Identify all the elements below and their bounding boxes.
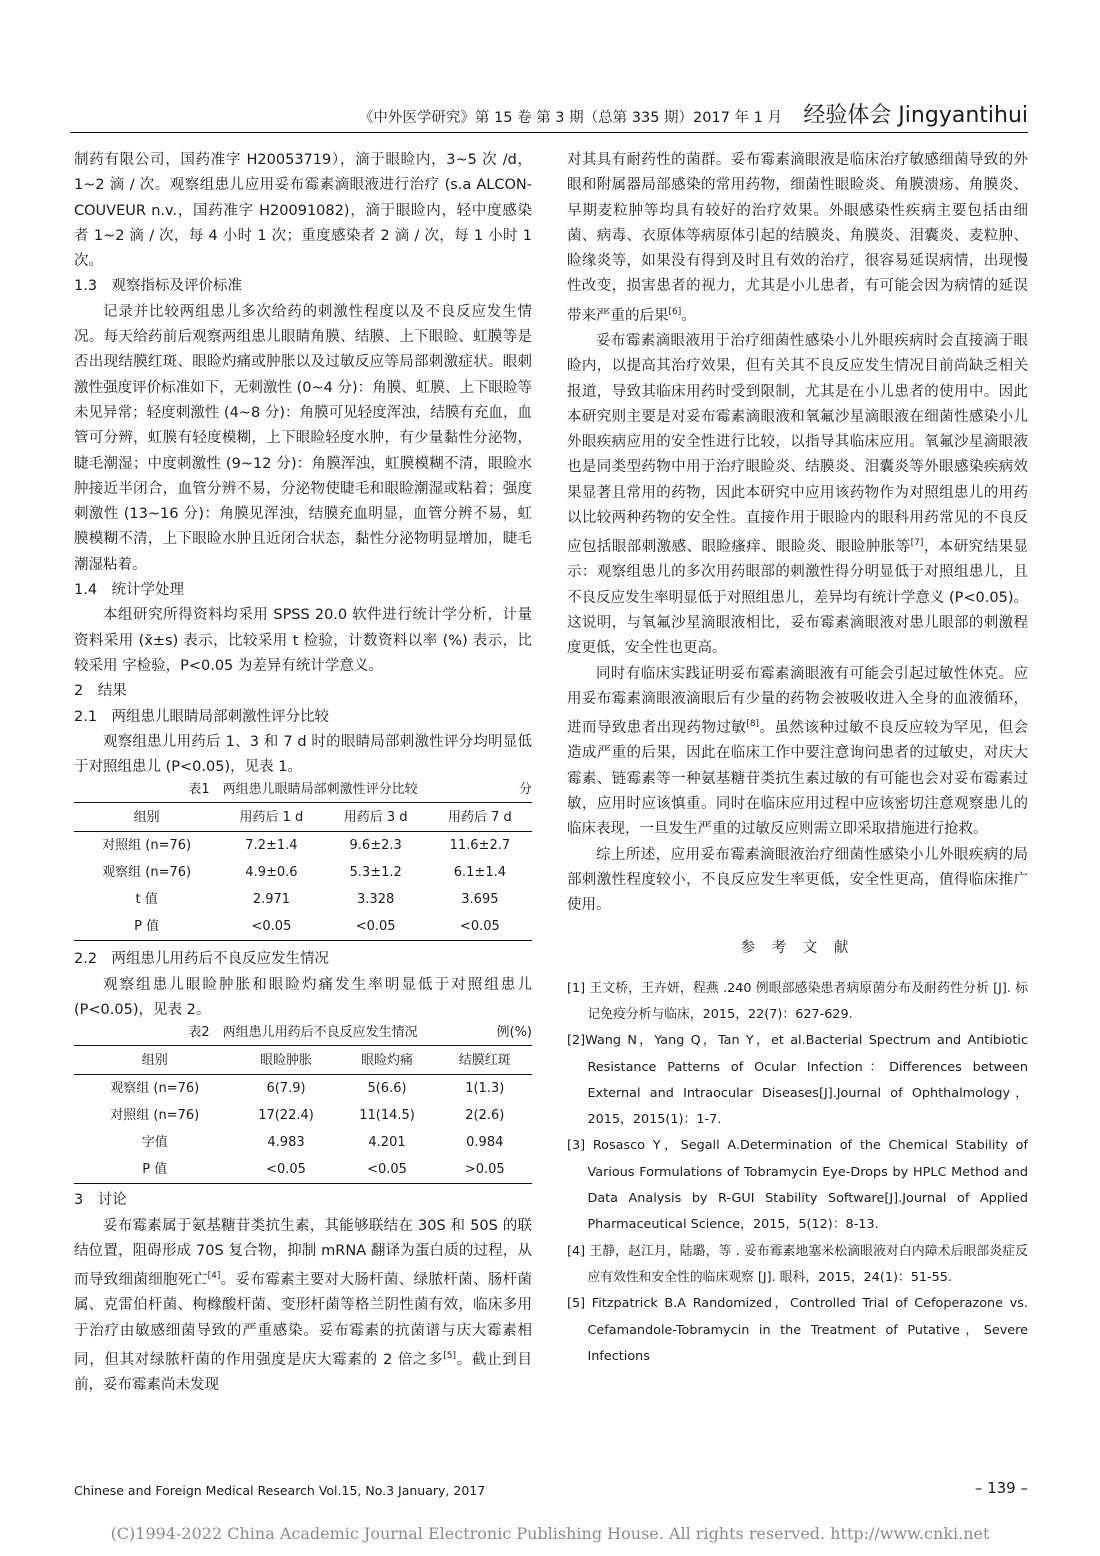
table-cell: 4.9±0.6 bbox=[245, 865, 298, 881]
table-cell: 2(2.6) bbox=[465, 1108, 505, 1124]
table-cell: <0.05 bbox=[219, 913, 323, 941]
table-cell: 3.695 bbox=[461, 892, 499, 908]
footer-journal: Chinese and Foreign Medical Research Vol.15, No.3 January, 2017 bbox=[74, 1483, 486, 1498]
table-row bbox=[74, 913, 532, 941]
table-cell: <0.05 bbox=[428, 913, 532, 941]
table-row bbox=[74, 1102, 532, 1129]
table-row bbox=[74, 1075, 532, 1103]
table-cell: <0.05 bbox=[324, 913, 428, 941]
table-cell: 4.983 bbox=[267, 1135, 305, 1151]
table-row bbox=[74, 1156, 532, 1184]
reference-item: [5] Fitzpatrick B.A Randomized，Controlled Trial of Cefoperazone vs. Cefamandole-Tobramycin in the Treatment of Putative，Severe Infections bbox=[567, 1296, 1028, 1364]
table1-header-cell: 用药后 1 d bbox=[219, 803, 323, 832]
table-cell: 3.328 bbox=[357, 892, 395, 908]
table2-header-cell: 眼睑肿胀 bbox=[236, 1046, 337, 1075]
results-paragraph-2: 观察组患儿眼睑肿胀和眼睑灼痛发生率明显低于对照组患儿 (P<0.05)，见表 2。 bbox=[74, 976, 532, 1019]
table2-unit: 例(%) bbox=[496, 1025, 532, 1041]
table-cell: 6.1±1.4 bbox=[453, 865, 506, 881]
citation: [6] bbox=[668, 306, 682, 317]
table2 bbox=[74, 1045, 532, 1184]
table-row bbox=[74, 886, 532, 913]
table-cell: 观察组 (n=76) bbox=[102, 865, 192, 881]
right-column bbox=[567, 148, 1028, 1370]
table2-header-row bbox=[74, 1046, 532, 1075]
references-title: 参 考 文 献 bbox=[740, 940, 855, 957]
reference-item: [1] 王文桥，王卉妍，程燕 .240 例眼部感染患者病原菌分布及耐药性分析 [J]. 标记免疫分析与临床，2015，22(7)：627-629. bbox=[567, 980, 1028, 1022]
table-cell: 0.984 bbox=[466, 1135, 504, 1151]
left-column bbox=[74, 148, 532, 1398]
table1-header-cell: 用药后 3 d bbox=[324, 803, 428, 832]
discussion-paragraph-3 bbox=[567, 662, 1028, 843]
table-cell: 11.6±2.7 bbox=[449, 838, 511, 854]
conclusion-paragraph: 综上所述，应用妥布霉素滴眼液治疗细菌性感染小儿外眼疾病的局部刺激性程度较小，不良反应发生率更低，安全性更高，值得临床推广使用。 bbox=[567, 846, 1028, 914]
table1-header-cell: 用药后 7 d bbox=[428, 803, 532, 832]
table-cell: P 值 bbox=[74, 913, 219, 941]
heading-2-results: 2 结果 bbox=[74, 683, 127, 700]
table-cell: t 值 bbox=[135, 892, 158, 908]
section-title: 经验体会 Jingyantihui bbox=[803, 103, 1028, 128]
table1-header-cell: 组别 bbox=[74, 803, 219, 832]
table1-caption bbox=[74, 780, 532, 802]
table-row bbox=[74, 1129, 532, 1156]
table-cell: 字值 bbox=[141, 1135, 168, 1151]
copyright-watermark: (C)1994-2022 China Academic Journal Electronic Publishing House. All rights reserved. http://www.cnki.net bbox=[110, 1524, 990, 1543]
table2-header-cell: 结膜红斑 bbox=[438, 1046, 532, 1075]
discussion-paragraph-2 bbox=[567, 329, 1028, 662]
reference-item: [2]Wang N，Yang Q，Tan Y，et al.Bacterial Spectrum and Antibiotic Resistance Patterns of Ocular Infection：Differences between External and Intraocular Diseases[J].Journal of Ophthalmology，2015，2015(1)：1-7. bbox=[567, 1033, 1028, 1128]
heading-3-discussion: 3 讨论 bbox=[74, 1192, 127, 1209]
discussion-text: 妥布霉素属于氨基糖苷类抗生素，其能够联结在 30S 和 50S 的联结位置，阻碍形成 70S 复合物，抑制 mRNA 翻译为蛋白质的过程，从而导致细菌细胞死亡 bbox=[74, 1217, 532, 1289]
reference-item: [4] 王静，赵江月，陆璐，等 . 妥布霉素地塞米松滴眼液对白内障术后眼部炎症反应有效性和安全性的临床观察 [J]. 眼科，2015，24(1)：51-55. bbox=[567, 1243, 1028, 1285]
discussion-text: 妥布霉素滴眼液用于治疗细菌性感染小儿外眼疾病时会直接滴于眼睑内，以提高其治疗效果，但有关其不良反应发生情况目前尚缺乏相关报道，导致其临床用药时受到限制，尤其是在小儿患者的使用中。因此本研究则主要是对妥布霉素滴眼液和氧氟沙星滴眼液在细菌性感染小儿外眼疾病应用的安全性进行比较，以指导其临床应用。氧氟沙星滴眼液也是同类型药物中用于治疗眼睑炎、结膜炎、泪囊炎等外眼感染疾病效果显著且常用的药物，因此本研究中应用该药物作为对照组患儿的用药以比较两种药物的安全性。直接作用于眼睑内的眼科用药常见的不良反应包括眼部刺激感、眼睑瘙痒、眼睑炎、眼睑肿胀等 bbox=[567, 332, 1028, 556]
observation-criteria-paragraph: 记录并比较两组患儿多次给药的刺激性程度以及不良反应发生情况。每天给药前后观察两组患儿眼睛角膜、结膜、上下眼睑、虹膜等是否出现结膜红斑、眼睑灼痛或肿胀以及过敏反应等局部刺激症状。眼刺激性强度评价标准如下，无刺激性 (0~4 分)：角膜、虹膜、上下眼睑等未见异常；轻度刺激性 (4~8 分)：角膜可见轻度浑浊，结膜有充血，血管可分辨，虹膜有轻度模糊，上下眼睑轻度水肿，有少量黏性分泌物，睫毛潮湿；中度刺激性 (9~12 分)：角膜浑浊，虹膜模糊不清，眼睑水肿接近半闭合，血管分辨不易，分泌物使睫毛和眼睑潮湿或粘着；强度刺激性 (13~16 分)：角膜见浑浊，结膜充血明显，血管分辨不易，虹膜模糊不清，上下眼睑水肿且近闭合状态，黏性分泌物明显增加，睫毛潮湿粘着。 bbox=[74, 303, 532, 573]
running-header bbox=[70, 96, 1028, 132]
table-cell: 对照组 (n=76) bbox=[110, 1108, 200, 1124]
methods-paragraph-continued: 制药有限公司，国药准字 H20053719），滴于眼睑内，3~5 次 /d，1~2 滴 / 次。观察组患儿应用妥布霉素滴眼液进行治疗 (s.a ALCON-COUVEUR n.v.，国药准字 H20091082)，滴于眼睑内，轻中度感染者 1~2 滴 / 次，每 4 小时 1 次；重度感染者 2 滴 / 次，每 1 小时 1 次。 bbox=[74, 152, 532, 270]
table-cell: <0.05 bbox=[236, 1156, 337, 1184]
page-number: – 139 – bbox=[974, 1479, 1028, 1497]
header-rule bbox=[70, 132, 1028, 133]
table2-caption bbox=[74, 1023, 532, 1045]
table-row bbox=[74, 859, 532, 886]
table-cell: 7.2±1.4 bbox=[245, 838, 298, 854]
heading-1-3: 1.3 观察指标及评价标准 bbox=[74, 278, 243, 295]
table2-header-cell: 组别 bbox=[74, 1046, 236, 1075]
table2-header-cell: 眼睑灼痛 bbox=[337, 1046, 438, 1075]
discussion-text: 对其具有耐药性的菌群。妥布霉素滴眼液是临床治疗敏感细菌导致的外眼和附属器局部感染的常用药物，细菌性眼睑炎、角膜溃疡、角膜炎、早期麦粒肿等均具有较好的治疗效果。外眼感染性疾病主要包括由细菌、病毒、衣原体等病原体引起的结膜炎、角膜炎、泪囊炎、麦粒肿、睑缘炎等，如果没有得到及时且有效的治疗，很容易延误病情，出现慢性改变，损害患者的视力，尤其是小儿患者，有可能会因为病情的延误带来严重的后果 bbox=[567, 152, 1028, 324]
heading-2-2: 2.2 两组患儿用药后不良反应发生情况 bbox=[74, 951, 330, 968]
table1-title: 表1 两组患儿眼睛局部刺激性评分比较 bbox=[188, 782, 418, 798]
table-cell: >0.05 bbox=[438, 1156, 532, 1184]
table-cell: 11(14.5) bbox=[359, 1108, 415, 1124]
discussion-paragraph-1 bbox=[74, 1214, 532, 1399]
table2-title: 表2 两组患儿用药后不良反应发生情况 bbox=[188, 1025, 418, 1041]
citation: [4] bbox=[207, 1271, 221, 1282]
table-cell: 观察组 (n=76) bbox=[110, 1081, 200, 1097]
table-row bbox=[74, 832, 532, 860]
citation: [7] bbox=[910, 538, 924, 549]
table1-unit: 分 bbox=[518, 782, 532, 798]
table-cell: P 值 bbox=[74, 1156, 236, 1184]
table-cell: 5(6.6) bbox=[367, 1081, 407, 1097]
table-cell: 1(1.3) bbox=[465, 1081, 505, 1097]
table-cell: 5.3±1.2 bbox=[349, 865, 402, 881]
table-cell: <0.05 bbox=[337, 1156, 438, 1184]
table-cell: 9.6±2.3 bbox=[349, 838, 402, 854]
citation: [5] bbox=[443, 1350, 457, 1361]
statistics-paragraph: 本组研究所得资料均采用 SPSS 20.0 软件进行统计学分析，计量资料采用 (x̄±s) 表示，比较采用 t 检验，计数资料以率 (%) 表示，比较采用 字检验，P<0.05 为差异有统计学意义。 bbox=[74, 607, 532, 674]
reference-item: [3] Rosasco Y，Segall A.Determination of the Chemical Stability of Various Formulations of Tobramycin Eye-Drops by HPLC Method and Data Analysis by R-GUI Stability Software[J].Journal of Applied Pharmaceutical Science，2015，5(12)：8-13. bbox=[567, 1138, 1028, 1233]
discussion-text: 。虽然该种过敏不良反应较为罕见，但会造成严重的后果，因此在临床工作中要注意询问患者的过敏史，对庆大霉素、链霉素等一种氨基糖苷类抗生素过敏的有可能也会对妥布霉素过敏，应用时应该慎重。同时在临床应用过程中应该密切注意观察患儿的临床表现，一旦发生严重的过敏反应则需立即采取措施进行抢救。 bbox=[567, 720, 1029, 838]
table-cell: 4.201 bbox=[368, 1135, 406, 1151]
discussion-text: 。妥布霉素主要对大肠杆菌、绿脓杆菌、肠杆菌属、克雷伯杆菌、枸橼酸杆菌、变形杆菌等格兰阴性菌有效，临床多用于治疗由敏感细菌导致的严重感染。妥布霉素的抗菌谱与庆大霉素相同，但其对绿脓杆菌的作用强度是庆大霉素的 2 倍之多 bbox=[74, 1272, 533, 1368]
discussion-text: 同时有临床实践证明妥布霉素滴眼液有可能会引起过敏性休克。应用妥布霉素滴眼液滴眼后有少量的药物会被吸收进入全身的血液循环，进而导致患者出现药物过敏 bbox=[567, 665, 1028, 737]
table-cell: 17(22.4) bbox=[258, 1108, 314, 1124]
table-cell: 6(7.9) bbox=[266, 1081, 306, 1097]
table1 bbox=[74, 802, 532, 941]
discussion-text: 。截止到目前，妥布霉素尚未发现 bbox=[74, 1351, 532, 1394]
table1-header-row bbox=[74, 803, 532, 832]
discussion-text: 。 bbox=[681, 307, 696, 324]
results-paragraph-1: 观察组患儿用药后 1、3 和 7 d 时的眼睛局部刺激性评分均明显低于对照组患儿 (P<0.05)，见表 1。 bbox=[74, 733, 532, 776]
discussion-paragraph-continued bbox=[567, 148, 1028, 329]
table-cell: 2.971 bbox=[252, 892, 291, 908]
heading-2-1: 2.1 两组患儿眼睛局部刺激性评分比较 bbox=[74, 708, 330, 725]
discussion-text: ，本研究结果显示：观察组患儿的多次用药眼部的刺激性得分明显低于对照组患儿，且不良反应发生率明显低于对照组患儿，差异均有统计学意义 (P<0.05)。这说明，与氧氟沙星滴眼液相比，妥布霉素滴眼液对患儿眼部的刺激程度更低，安全性也更高。 bbox=[567, 539, 1028, 657]
table-cell: 对照组 (n=76) bbox=[102, 838, 192, 854]
heading-1-4: 1.4 统计学处理 bbox=[74, 582, 185, 599]
journal-issue-info: 《中外医学研究》第 15 卷 第 3 期（总第 335 期）2017 年 1 月 bbox=[358, 110, 782, 126]
citation: [8] bbox=[746, 719, 760, 730]
